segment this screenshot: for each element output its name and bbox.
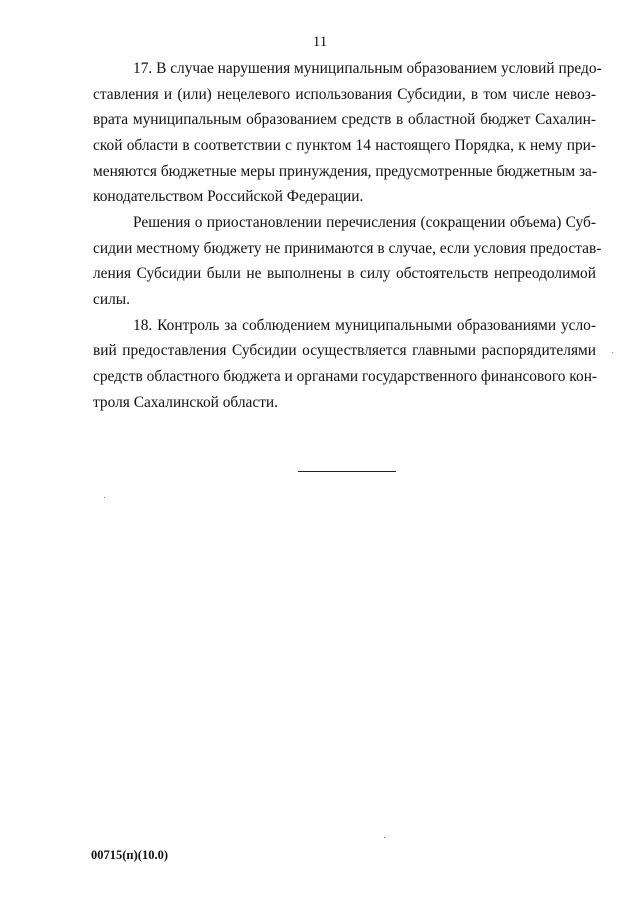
- paragraph-line: силы.: [93, 291, 130, 308]
- paragraph-line: ления Субсидии были не выполнены в силу обстоятельств непреодолимой: [93, 265, 596, 282]
- scan-speck: [104, 497, 105, 498]
- page-number: 11: [312, 34, 328, 50]
- separator-line: [298, 471, 396, 472]
- paragraph-line: сидии местному бюджету не принимаются в случае, если условия предостав-: [93, 240, 602, 257]
- paragraph-line: средств областного бюджета и органами государственного финансового кон-: [93, 368, 598, 385]
- scan-speck: [384, 837, 385, 838]
- paragraph-line: 17. В случае нарушения муниципальным образованием условий предо-: [133, 60, 602, 77]
- paragraph-line: Решения о приостановлении перечисления (сокращении объема) Суб-: [133, 214, 596, 231]
- paragraph-line: конодательством Российской Федерации.: [93, 188, 364, 205]
- document-code: 00715(п)(10.0): [91, 848, 168, 862]
- paragraph-line: 18. Контроль за соблюдением муниципальными образованиями усло-: [133, 317, 596, 334]
- paragraph-line: вий предоставления Субсидии осуществляется главными распорядителями: [93, 342, 596, 359]
- paragraph-line: ской области в соответствии с пунктом 14 настоящего Порядка, к нему при-: [93, 137, 596, 154]
- paragraph-line: ставления и (или) нецелевого использования Субсидии, в том числе невоз-: [93, 86, 596, 103]
- paragraph-line: троля Сахалинской области.: [93, 394, 279, 411]
- paragraph-line: меняются бюджетные меры принуждения, предусмотренные бюджетным за-: [93, 163, 598, 180]
- scan-speck: [612, 352, 613, 353]
- paragraph-line: врата муниципальным образованием средств в областной бюджет Сахалин-: [93, 111, 596, 128]
